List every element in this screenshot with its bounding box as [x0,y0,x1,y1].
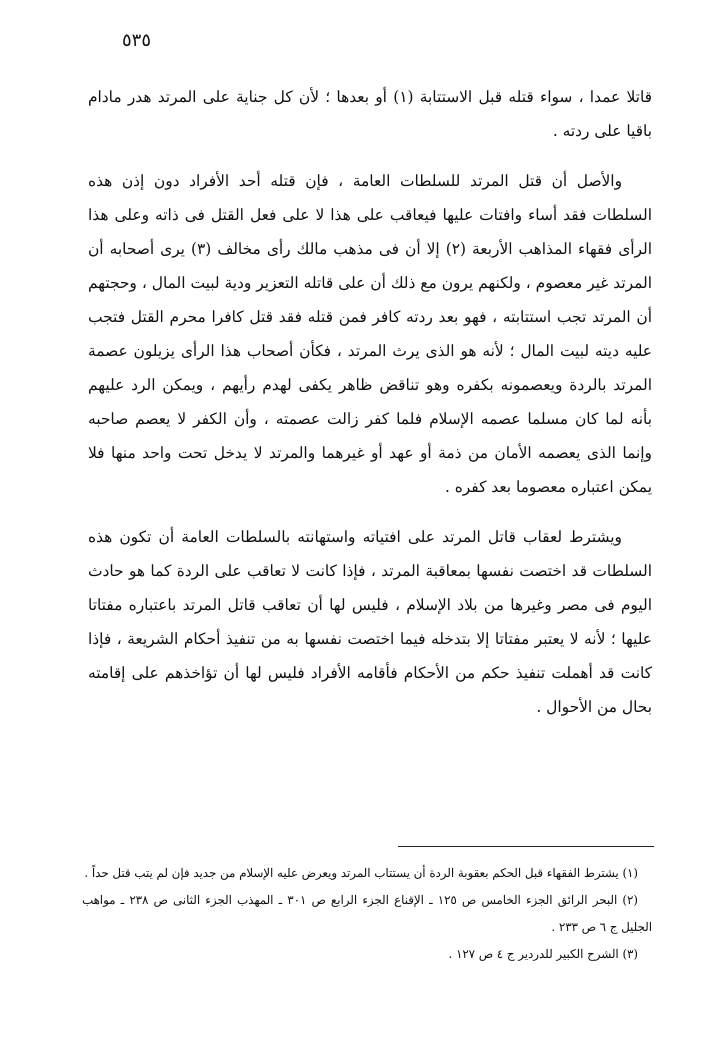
paragraph-3: ويشترط لعقاب قاتل المرتد على افتياته واستهانته بالسلطات العامة أن تكون هذه السلطات قد اختصت نفسها بمعاقبة المرتد ، فإذا كانت لا تعاقب على الردة كما هو حادث اليوم فى مصر وغيرها من بلاد الإسلام ، فليس لها أن تعاقب قاتل المرتد باعتباره مفتاتا عليها ؛ لأنه لا يعتبر مفتاتا إلا بتدخله فيما اختصت نفسها به من تنفيذ أحكام الشريعة ، فإذا كانت قد أهملت تنفيذ حكم من الأحكام فأقامه الأفراد فليس لها أن تؤاخذهم على إقامته بحال من الأحوال . [88,528,652,716]
footnote-separator [398,846,654,847]
footnote-3: (٣) الشرح الكبير للدردير ج ٤ ص ١٢٧ . [448,947,638,961]
page-number: ٥٣٥ [122,30,152,51]
footnote-2: (٢) البحر الرائق الجزء الخامس ص ١٢٥ ـ الإقناع الجزء الرابع ص ٣٠١ ـ المهذب الجزء الثانى ص ٢٣٨ ـ مواهب الجليل ج ٦ ص ٢٣٣ . [82,893,652,934]
main-text [88,80,652,724]
footnote-1: (١) يشترط الفقهاء قبل الحكم بعقوبة الردة أن يستتاب المرتد ويعرض عليه الإسلام من جديد فإن لم يتب قتل حداً . [84,866,638,880]
paragraph-2: والأصل أن قتل المرتد للسلطات العامة ، فإن قتله أحد الأفراد دون إذن هذه السلطات فقد أساء وافتات عليها فيعاقب على هذا لا على فعل القتل فى ذاته وعلى هذا الرأى فقهاء المذاهب الأربعة (٢) إلا أن فى مذهب مالك رأى مخالف (٣) يرى أصحابه أن المرتد غير معصوم ، ولكنهم يرون مع ذلك أن على قاتله التعزير ودية لبيت المال ، وحجتهم أن المرتد تجب استتابته ، فهو بعد ردته كافر فمن قتله فقد قتل كافرا محرم القتل فتجب عليه ديته لبيت المال ؛ لأنه هو الذى يرث المرتد ، فكأن أصحاب هذا الرأى يزيلون عصمة المرتد بالردة ويعصمونه بكفره وهو تناقض ظاهر يكفى لهدم رأيهم ، ويمكن الرد عليهم بأنه لما كان مسلما عصمه الإسلام فلما كفر زالت عصمته ، وأن الكفر لا يعصم صاحبه وإنما الذى يعصمه الأمان من ذمة أو عهد أو غيرهما والمرتد لا يدخل تحت واحد منها فلا يمكن اعتباره معصوما بعد كفره . [88,172,652,496]
paragraph-1: قاتلا عمدا ، سواء قتله قبل الاستتابة (١) أو بعدها ؛ لأن كل جناية على المرتد هدر مادام باقيا على ردته . [88,88,652,140]
footnotes [82,860,652,968]
